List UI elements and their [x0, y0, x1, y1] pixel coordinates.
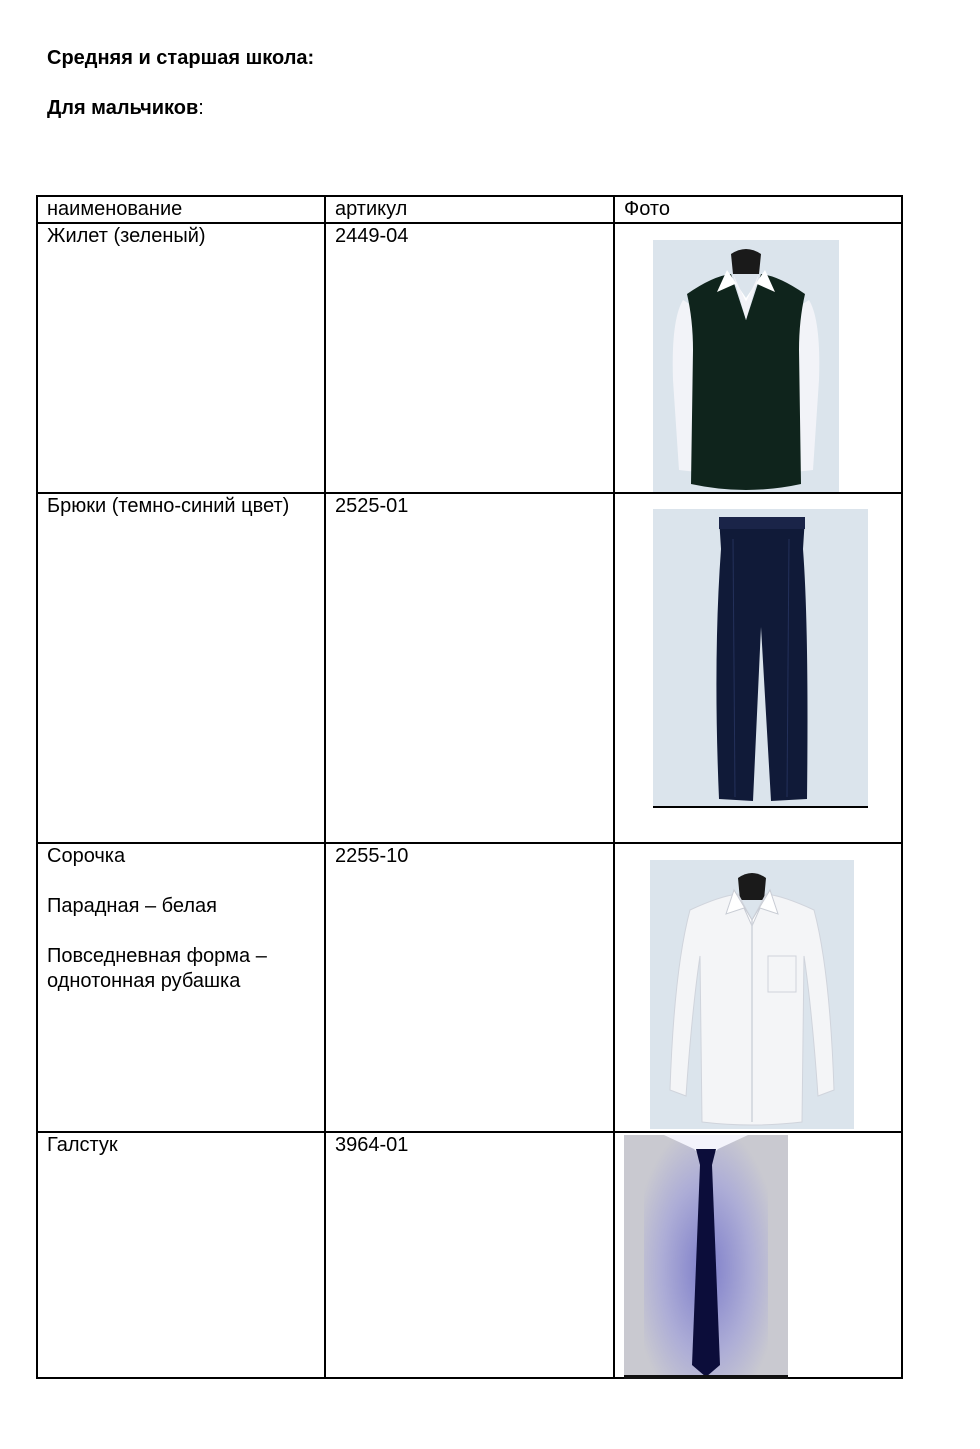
shirt-photo: [650, 860, 854, 1129]
cell-article: 2449-04: [325, 223, 614, 493]
cell-photo: [614, 1132, 902, 1378]
vest-photo: [653, 240, 839, 492]
cell-article: 2525-01: [325, 493, 614, 843]
subsection-title-colon: :: [198, 97, 204, 119]
shirt-name: Сорочка: [47, 845, 126, 867]
pants-photo: [653, 509, 868, 808]
header-article: артикул: [325, 196, 614, 223]
cell-name: Жилет (зеленый): [37, 223, 325, 493]
cell-article: 2255-10: [325, 843, 614, 1132]
cell-name: [37, 843, 325, 1132]
cell-article: 3964-01: [325, 1132, 614, 1378]
shirt-ceremonial: Парадная – белая: [47, 895, 217, 917]
cell-photo: [614, 223, 902, 493]
section-title: Средняя и старшая школа:: [47, 47, 315, 69]
cell-photo: [614, 493, 902, 843]
header-name: наименование: [37, 196, 325, 223]
table-row: [37, 843, 902, 1132]
subsection-title-text: Для мальчиков: [47, 97, 199, 119]
table-row: [37, 1132, 902, 1378]
table-row: [37, 223, 902, 493]
table-row: [37, 493, 902, 843]
header-photo: Фото: [614, 196, 902, 223]
subsection-title: [47, 97, 204, 120]
cell-name: Брюки (темно-синий цвет): [37, 493, 325, 843]
shirt-everyday: Повседневная форма – однотонная рубашка: [47, 945, 267, 992]
uniform-table: [36, 195, 903, 1379]
table-header-row: [37, 196, 902, 223]
cell-name: Галстук: [37, 1132, 325, 1378]
tie-photo: [624, 1135, 788, 1379]
cell-photo: [614, 843, 902, 1132]
